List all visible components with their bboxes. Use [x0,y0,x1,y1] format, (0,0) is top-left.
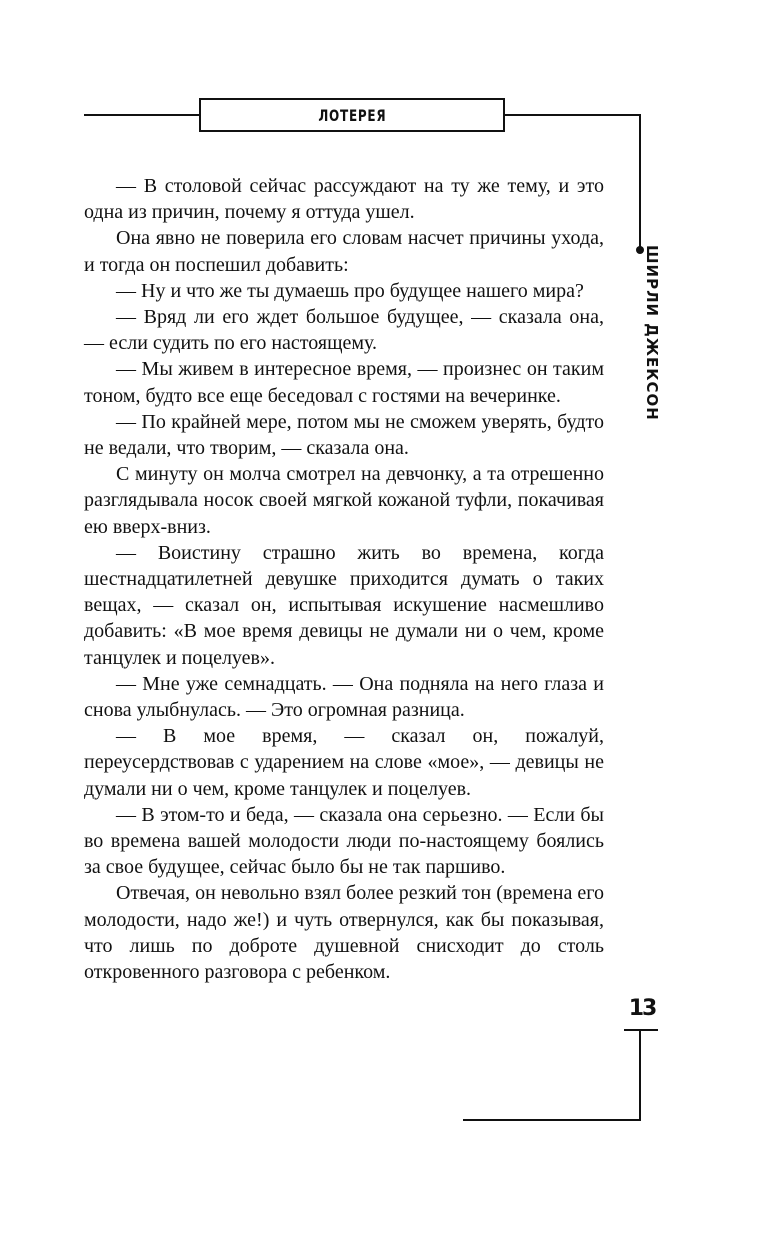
paragraph: С минуту он молча смотрел на девчонку, а та отрешенно разглядывала носок своей мягкой кожаной туфли, покачивая ею вверх-вниз. [84,463,604,538]
header-rule-left [84,114,199,116]
paragraph: Она явно не поверила его словам насчет причины ухода, и тогда он поспешил добавить: [84,227,604,276]
paragraph: — Ну и что же ты думаешь про будущее нашего мира? [116,279,584,302]
paragraph: — В столовой сейчас рассуждают на ту же тему, и это одна из причин, почему я оттуда ушел. [84,175,604,224]
page-number: 13 [628,996,656,1021]
paragraph: — Воистину страшно жить во времена, когда шестнадцатилетней девушке приходится думать о таких вещах, — сказал он, испытывая искушение насмешливо добавить: «В мое время девицы не думали ни о чем, кроме танцулек и поцелуев». [84,541,604,669]
paragraph: — По крайней мере, потом мы не сможем уверять, будто не ведали, что творим, — сказала она. [84,410,604,460]
paragraph: — Вряд ли его ждет большое будущее, — сказала она, — если судить по его настоящему. [84,306,604,355]
header-title: ЛОТЕРЕЯ [317,105,387,125]
header-title-box [199,98,505,132]
paragraph: — В мое время, — сказал он, пожалуй, переусердствовав с ударением на слове «мое», — девицы не думали ни о чем, кроме танцулек и поцелуев. [84,725,604,800]
page-number-rule [624,1029,658,1031]
body-text [84,173,604,985]
author-name: ШИРЛИ ДЖЕКСОН [643,245,661,421]
paragraph: Отвечая, он невольно взял более резкий тон (времена его молодости, надо же!) и чуть отвернулся, как бы показывая, что лишь по доброте душевной снисходит до столь откровенного разговора с ребенком. [84,882,604,984]
header-rule-right [505,114,640,116]
paragraph: — Мы живем в интересное время, — произнес он таким тоном, будто все еще беседовал с гостями на вечеринке. [84,358,604,407]
side-rule-top [639,114,641,250]
sidebar-author [640,245,664,421]
side-rule-bottom [639,1029,641,1121]
paragraph: — Мне уже семнадцать. — Она подняла на него глаза и снова улыбнулась. — Это огромная разница. [84,672,604,722]
paragraph: — В этом-то и беда, — сказала она серьезно. — Если бы во времена вашей молодости люди по-настоящему боялись за свое будущее, сейчас было бы не так паршиво. [84,803,604,879]
footer-rule [463,1119,641,1121]
